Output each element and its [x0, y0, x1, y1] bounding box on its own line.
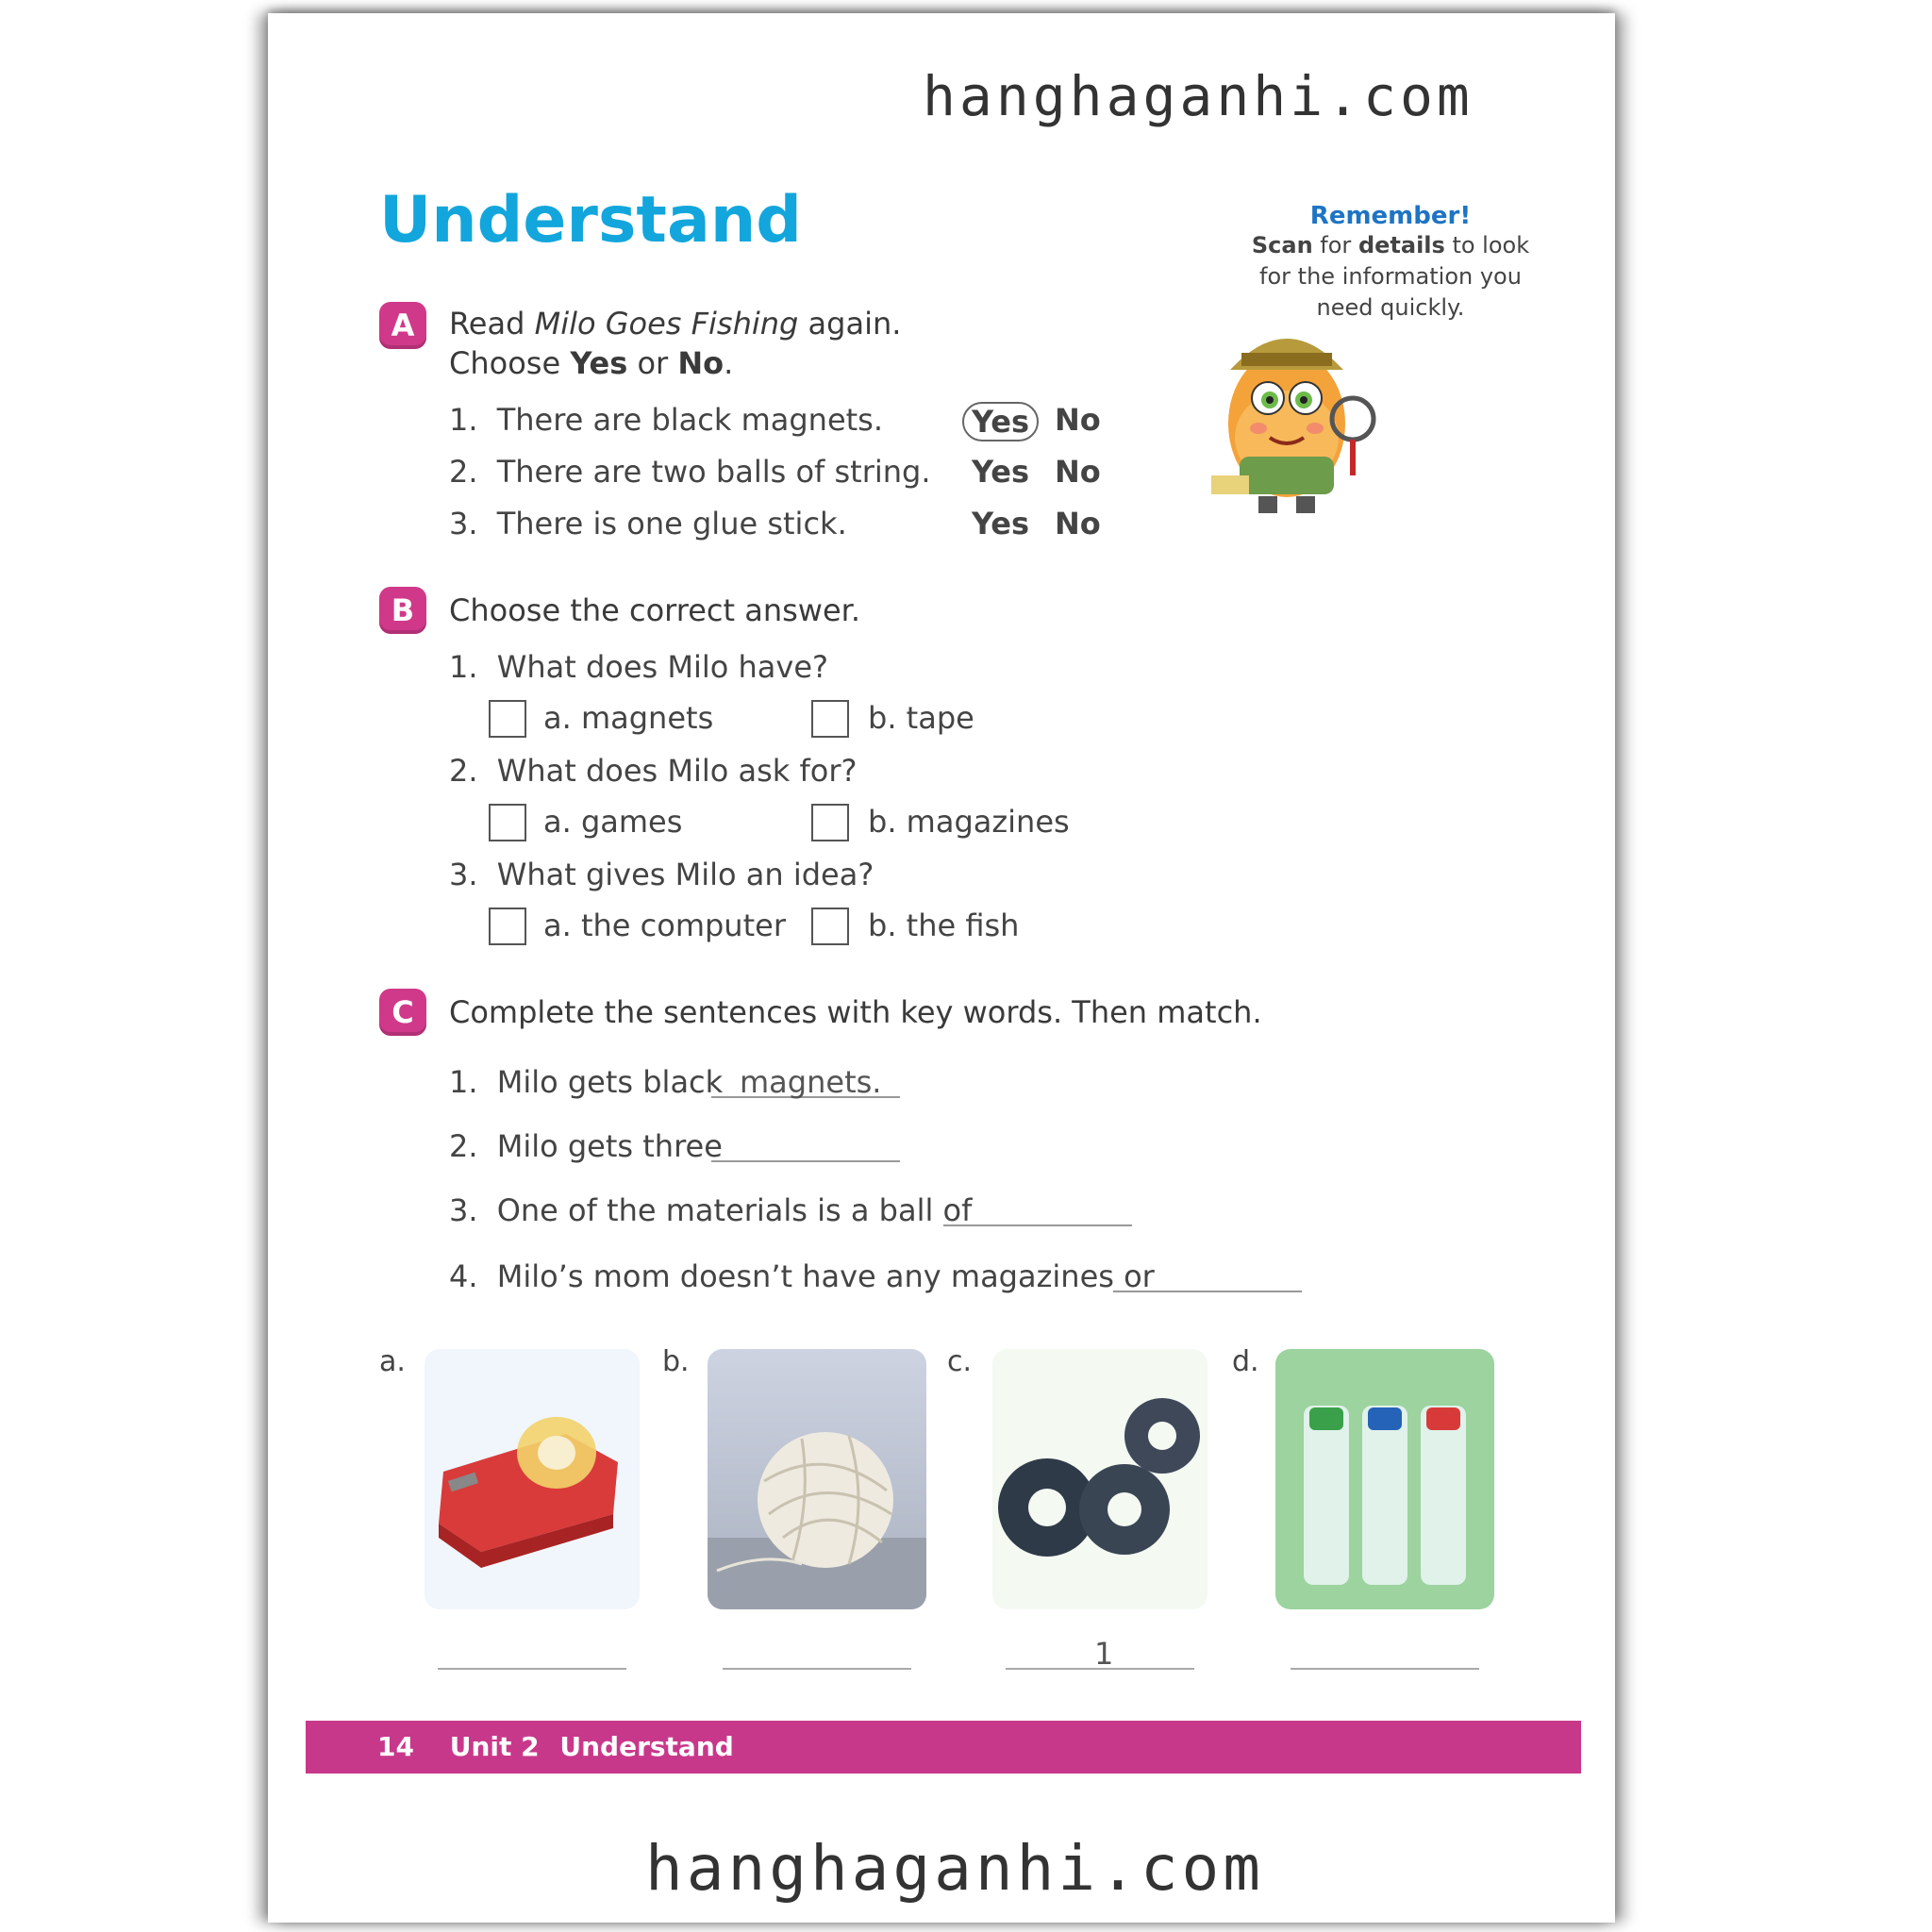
item-number: 3.	[449, 506, 478, 541]
question-number: 1.	[449, 649, 478, 685]
picture-answer-line-d[interactable]	[1291, 1668, 1479, 1670]
remember-bold-details: details	[1357, 232, 1445, 258]
picture-answer-line-a[interactable]	[438, 1668, 626, 1670]
glue-sticks-icon	[1275, 1349, 1494, 1609]
item-text: There are two balls of string.	[496, 454, 931, 490]
picture-answer-c: 1	[1094, 1636, 1114, 1672]
section-c-sentence-4	[449, 1258, 1155, 1294]
footer-bar	[306, 1721, 1581, 1774]
checkbox-q2-a[interactable]	[489, 804, 526, 841]
picture-label-b: b.	[662, 1345, 690, 1378]
checkbox-q1-b[interactable]	[811, 700, 849, 738]
picture-label-a: a.	[379, 1345, 406, 1378]
sentence-number: 1.	[449, 1064, 478, 1100]
question-text: What does Milo have?	[496, 649, 829, 685]
option-q3-b: b. the fish	[868, 908, 1020, 943]
section-a-badge: A	[379, 302, 426, 349]
section-c-sentence-2	[449, 1128, 723, 1164]
section-a-item-3	[449, 506, 847, 541]
no-option-2[interactable]: No	[1055, 454, 1101, 490]
story-title: Milo Goes Fishing	[534, 306, 799, 341]
blank-line-3[interactable]	[943, 1224, 1132, 1226]
watermark-top: hanghaganhi.com	[923, 64, 1474, 128]
instr-or: or	[627, 345, 678, 381]
footer-unit: Unit 2	[449, 1731, 540, 1762]
yes-option-1-circled[interactable]: Yes	[962, 402, 1039, 441]
sentence-text: Milo gets black	[496, 1064, 724, 1100]
page-title: Understand	[379, 183, 802, 258]
section-b-question-3	[449, 857, 874, 892]
tape-dispenser-icon	[425, 1349, 640, 1609]
sentence-text: Milo’s mom doesn’t have any magazines or	[496, 1258, 1155, 1294]
option-q1-a: a. magnets	[543, 700, 714, 736]
section-b-instruction: Choose the correct answer.	[449, 592, 861, 628]
question-text: What gives Milo an idea?	[496, 857, 874, 892]
item-number: 1.	[449, 402, 478, 438]
question-text: What does Milo ask for?	[496, 753, 858, 789]
yes-option-3[interactable]: Yes	[972, 506, 1029, 541]
remember-bold-scan: Scan	[1251, 232, 1313, 258]
sentence-text: Milo gets three	[496, 1128, 723, 1164]
question-number: 3.	[449, 857, 478, 892]
section-a-item-1	[449, 402, 883, 438]
checkbox-q1-a[interactable]	[489, 700, 526, 738]
black-magnets-icon	[992, 1349, 1208, 1609]
section-b-question-1	[449, 649, 828, 685]
remember-line3: need quickly.	[1316, 294, 1465, 321]
item-text: There is one glue stick.	[496, 506, 847, 541]
sentence-number: 3.	[449, 1192, 478, 1228]
section-c-badge: C	[379, 989, 426, 1036]
checkbox-q2-b[interactable]	[811, 804, 849, 841]
sentence-number: 4.	[449, 1258, 478, 1294]
tape-dispenser-photo	[425, 1349, 640, 1609]
remember-text-for: for	[1312, 232, 1358, 258]
footer-section: Understand	[559, 1731, 734, 1762]
glue-sticks-photo	[1275, 1349, 1494, 1609]
blank-line-2[interactable]	[711, 1160, 900, 1162]
checkbox-q3-a[interactable]	[489, 908, 526, 945]
question-number: 2.	[449, 753, 478, 789]
option-q3-a: a. the computer	[543, 908, 786, 943]
instr-choose: Choose	[449, 345, 571, 381]
item-number: 2.	[449, 454, 478, 490]
page-number: 14	[377, 1731, 414, 1762]
sentence-text: One of the materials is a ball of	[496, 1192, 973, 1228]
section-b-question-2	[449, 753, 857, 789]
remember-line2: for the information you	[1259, 263, 1522, 290]
workbook-page	[268, 13, 1615, 1923]
section-c-sentence-3	[449, 1192, 972, 1228]
instr-period: .	[724, 345, 734, 381]
watermark-bottom: hanghaganhi.com	[645, 1832, 1265, 1905]
section-c-instruction: Complete the sentences with key words. Then match.	[449, 994, 1262, 1030]
detective-mascot-icon	[1202, 296, 1391, 523]
section-a-instruction-line2	[449, 345, 733, 381]
black-magnets-photo	[992, 1349, 1208, 1609]
ball-of-string-photo	[708, 1349, 926, 1609]
option-q1-b: b. tape	[868, 700, 974, 736]
checkbox-q3-b[interactable]	[811, 908, 849, 945]
instr-yes: Yes	[570, 345, 628, 381]
instr-read: Read	[449, 306, 535, 341]
section-a-item-2	[449, 454, 931, 490]
picture-label-d: d.	[1232, 1345, 1259, 1378]
section-a-instruction-line1	[449, 306, 901, 341]
picture-answer-line-b[interactable]	[723, 1668, 911, 1670]
item-text: There are black magnets.	[496, 402, 884, 438]
blank-line-4[interactable]	[1113, 1291, 1302, 1292]
section-b-badge: B	[379, 587, 426, 634]
no-option-1[interactable]: No	[1055, 402, 1101, 438]
picture-label-c: c.	[947, 1345, 973, 1378]
option-q2-b: b. magazines	[868, 804, 1070, 840]
instr-again: again.	[798, 306, 902, 341]
sentence-number: 2.	[449, 1128, 478, 1164]
remember-text-tolook: to look	[1444, 232, 1530, 258]
yes-option-2[interactable]: Yes	[972, 454, 1029, 490]
option-q2-a: a. games	[543, 804, 683, 840]
ball-of-string-icon	[708, 1349, 926, 1609]
no-option-3[interactable]: No	[1055, 506, 1101, 541]
section-c-sentence-1	[449, 1064, 723, 1100]
written-answer-1: magnets.	[740, 1064, 882, 1100]
instr-no: No	[677, 345, 724, 381]
remember-heading: Remember!	[1309, 202, 1472, 230]
